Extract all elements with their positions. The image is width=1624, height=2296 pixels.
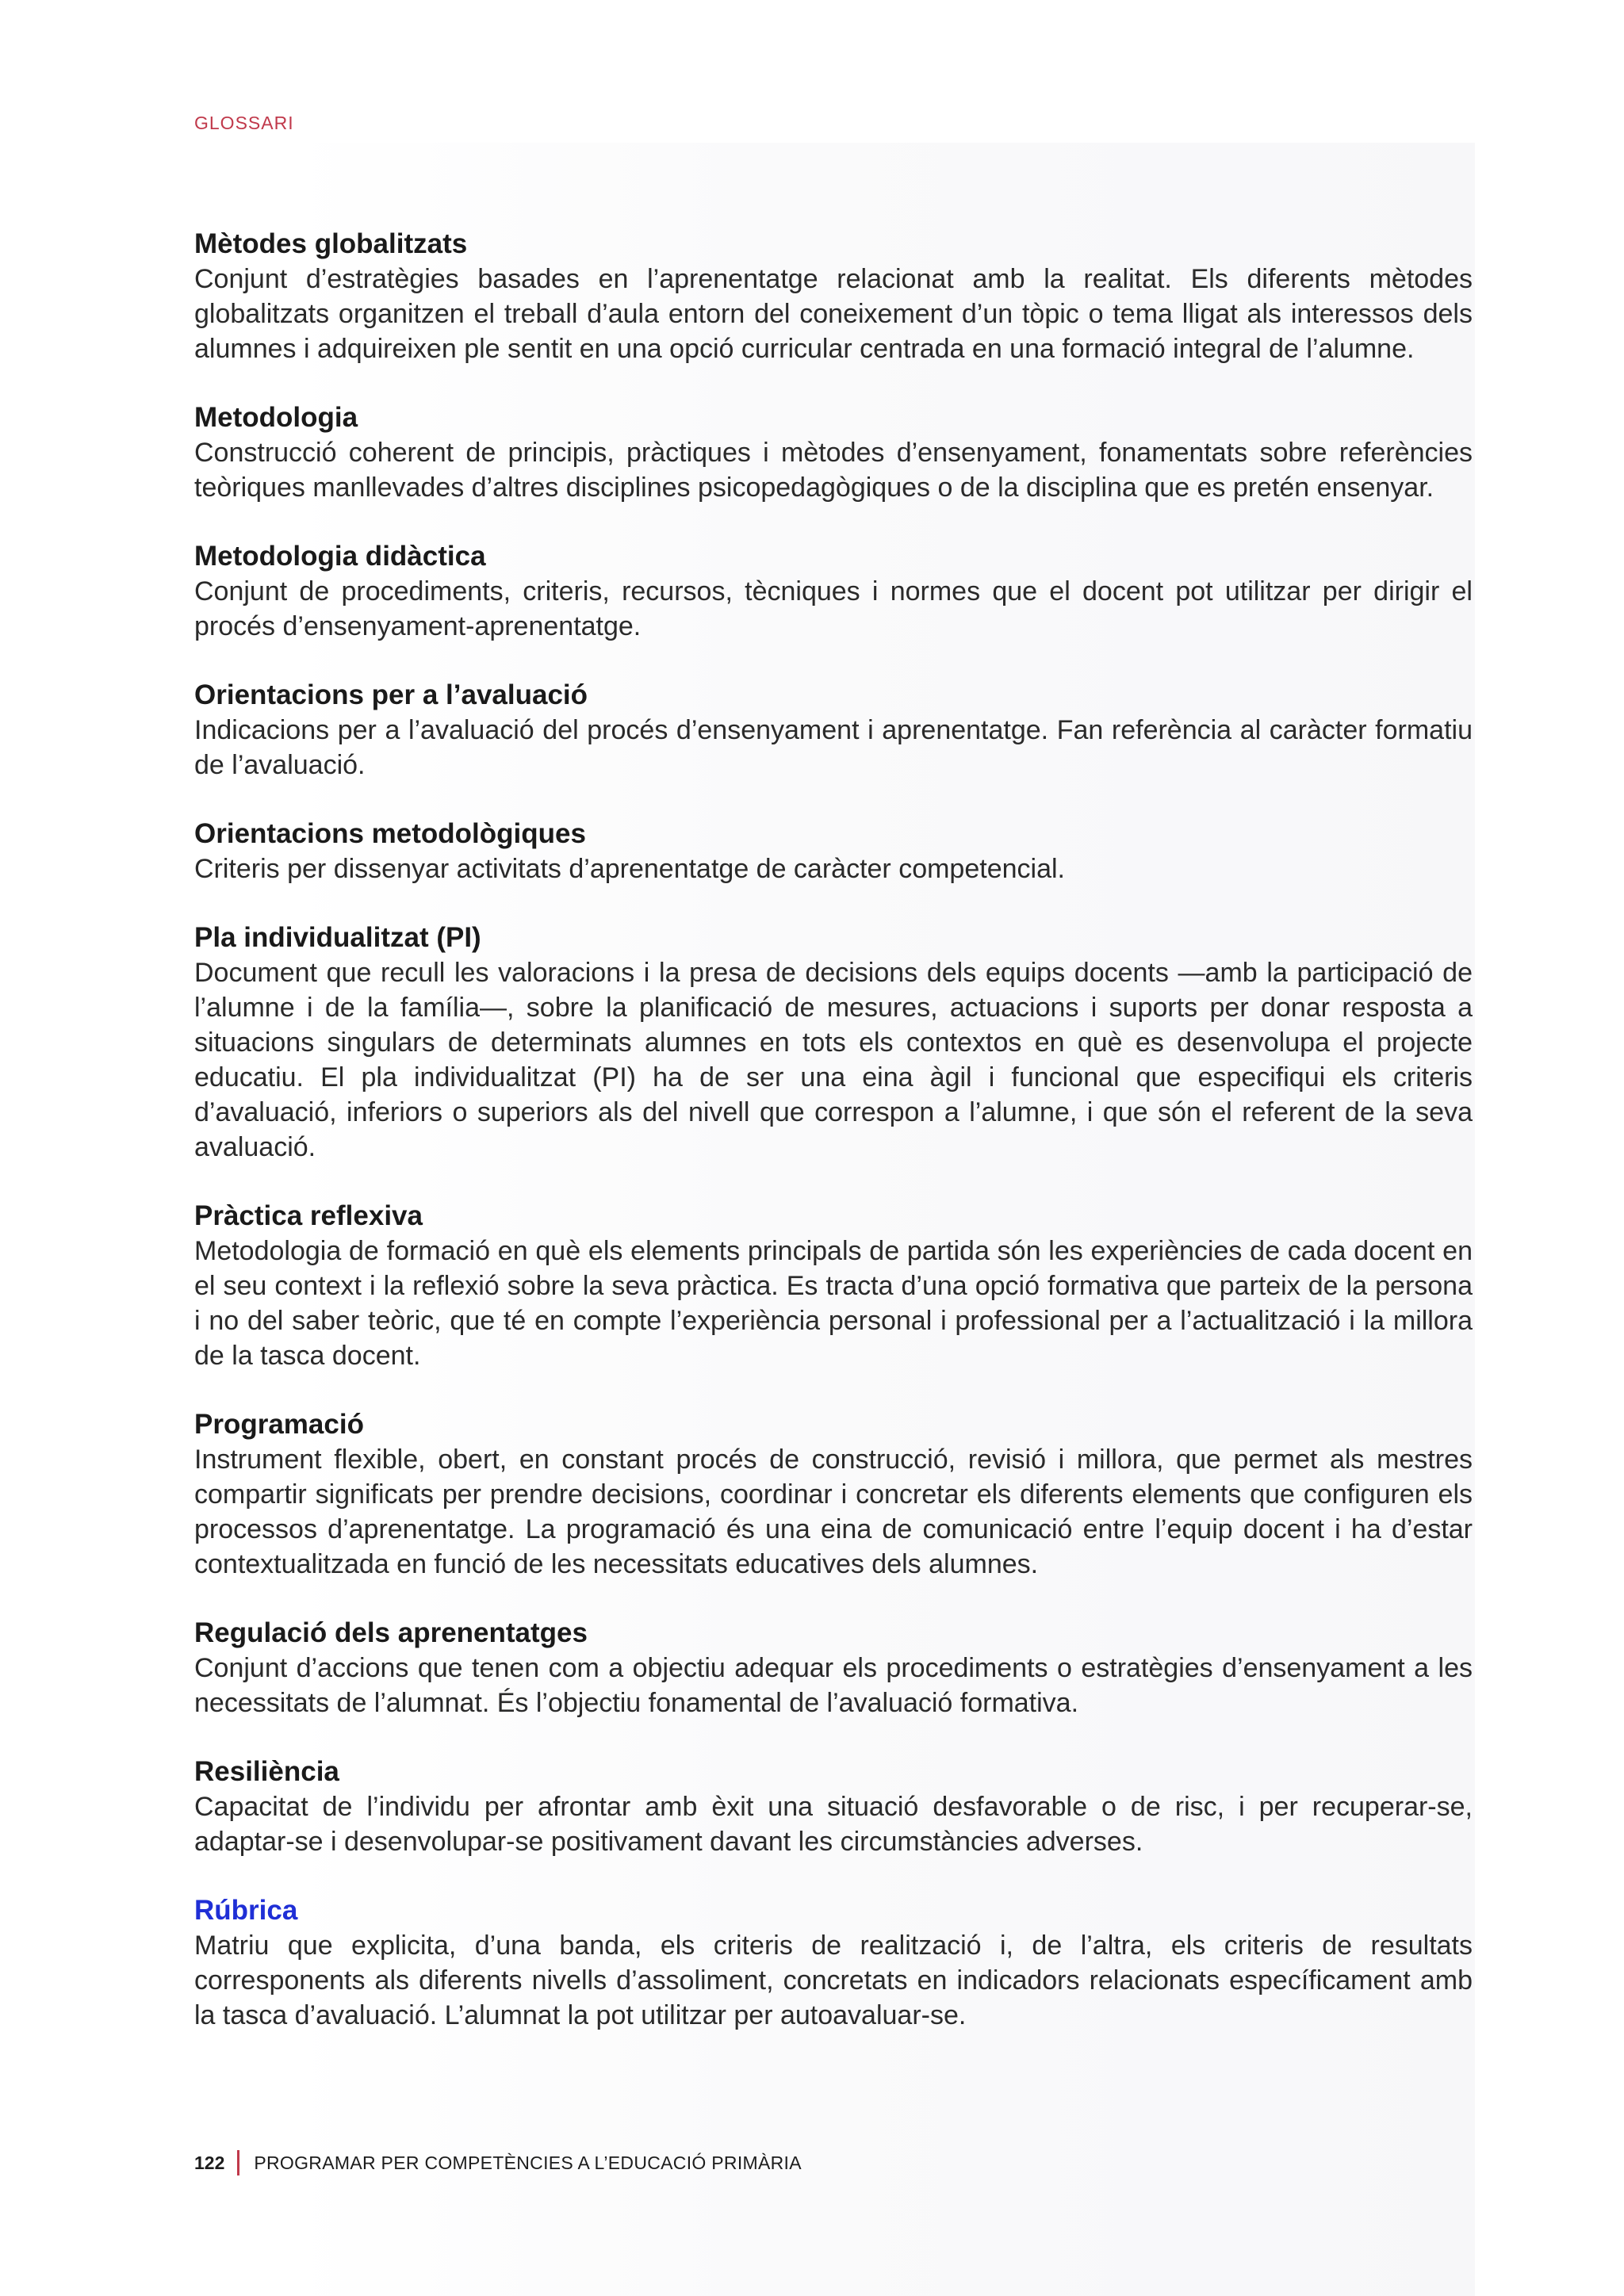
glossary-entry	[194, 539, 1473, 644]
glossary-definition: Matriu que explicita, d’una banda, els criteris de realització i, de l’altra, els criteris de resultats corresponents als diferents nivells d’assoliment, concretats en indicadors relacionats específicament amb la tasca d’avaluació. L’alumnat la pot utilitzar per autoavaluar-se.	[194, 1931, 1473, 2030]
page-footer	[194, 2150, 802, 2175]
glossary-list	[194, 227, 1473, 2067]
glossary-definition: Indicacions per a l’avaluació del procés d’ensenyament i aprenentatge. Fan referència al caràcter formatiu de l’avaluació.	[194, 715, 1473, 780]
glossary-definition: Metodologia de formació en què els elements principals de partida són les experiències de cada docent en el seu context i la reflexió sobre la seva pràctica. Es tracta d’una opció formativa que parteix de la persona i no del saber teòric, que té en compte l’experiència personal i professional per a l’actualització i la millora de la tasca docent.	[194, 1236, 1473, 1371]
glossary-entry	[194, 1755, 1473, 1859]
glossary-definition: Instrument flexible, obert, en constant procés de construcció, revisió i millora, que permet als mestres compartir significats per prendre decisions, coordinar i concretar els diferents elements que configuren els processos d’aprenentatge. La programació és una eina de comunicació entre l’equip docent i ha d’estar contextualitzada en funció de les necessitats educatives dels alumnes.	[194, 1445, 1473, 1579]
glossary-entry	[194, 678, 1473, 783]
glossary-definition: Conjunt de procediments, criteris, recursos, tècniques i normes que el docent pot utilitzar per dirigir el procés d’ensenyament-aprenentatge.	[194, 576, 1473, 641]
glossary-term: Metodologia	[194, 402, 358, 433]
glossary-term: Resiliència	[194, 1756, 339, 1787]
glossary-definition: Construcció coherent de principis, pràctiques i mètodes d’ensenyament, fonamentats sobre referències teòriques manllevades d’altres disciplines psicopedagògiques o de la disciplina que es pretén ensenyar.	[194, 438, 1473, 503]
glossary-entry-link	[194, 1893, 1473, 2033]
glossary-entry	[194, 920, 1473, 1165]
glossary-term: Orientacions per a l’avaluació	[194, 679, 588, 710]
footer-divider	[237, 2150, 239, 2175]
glossary-term: Mètodes globalitzats	[194, 228, 468, 259]
glossary-term-highlighted[interactable]: Rúbrica	[194, 1895, 298, 1926]
glossary-definition: Criteris per dissenyar activitats d’aprenentatge de caràcter competencial.	[194, 854, 1065, 884]
glossary-entry	[194, 817, 1473, 886]
glossary-definition: Capacitat de l’individu per afrontar amb èxit una situació desfavorable o de risc, i per recuperar-se, adaptar-se i desenvolupar-se positivament davant les circumstàncies adverses.	[194, 1792, 1473, 1857]
glossary-term: Metodologia didàctica	[194, 541, 486, 572]
glossary-term: Pràctica reflexiva	[194, 1200, 423, 1231]
glossary-entry	[194, 1199, 1473, 1373]
glossary-term: Programació	[194, 1409, 364, 1440]
section-header: GLOSSARI	[194, 113, 294, 133]
glossary-term: Pla individualitzat (PI)	[194, 922, 481, 953]
glossary-entry	[194, 227, 1473, 366]
glossary-definition: Conjunt d’accions que tenen com a objectiu adequar els procediments o estratègies d’ensenyament a les necessitats de l’alumnat. És l’objectiu fonamental de l’avaluació formativa.	[194, 1653, 1473, 1718]
glossary-term: Regulació dels aprenentatges	[194, 1617, 588, 1648]
glossary-entry	[194, 1616, 1473, 1720]
glossary-entry	[194, 400, 1473, 505]
book-title: PROGRAMAR PER COMPETÈNCIES A L’EDUCACIÓ PRIMÀRIA	[254, 2152, 802, 2173]
glossary-entry	[194, 1407, 1473, 1582]
glossary-term: Orientacions metodològiques	[194, 818, 586, 849]
glossary-definition: Conjunt d’estratègies basades en l’aprenentatge relacionat amb la realitat. Els diferents mètodes globalitzats organitzen el treball d’aula entorn del coneixement d’un tòpic o tema lligat als interessos dels alumnes i adquireixen ple sentit en una opció curricular centrada en una formació integral de l’alumne.	[194, 264, 1473, 364]
glossary-definition: Document que recull les valoracions i la presa de decisions dels equips docents —amb la participació de l’alumne i de la família—, sobre la planificació de mesures, actuacions i suports per donar resposta a situacions singulars de determinats alumnes en tots els contextos en què es desenvolupa el projecte educatiu. El pla individualitzat (PI) ha de ser una eina àgil i funcional que especifiqui els criteris d’avaluació, inferiors o superiors als del nivell que correspon a l’alumne, i que són el referent de la seva avaluació.	[194, 958, 1473, 1162]
page-number: 122	[194, 2152, 225, 2173]
